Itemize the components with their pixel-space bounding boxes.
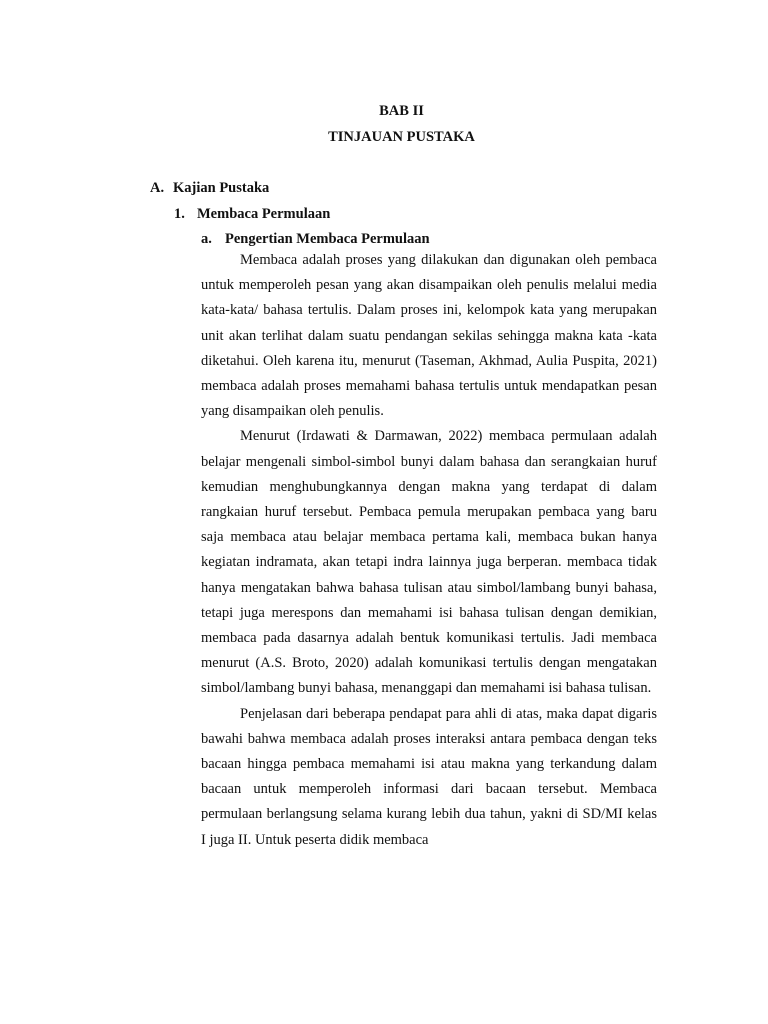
section-marker: A.: [150, 180, 165, 196]
section-heading: [150, 179, 269, 197]
subsection-marker: 1.: [174, 206, 185, 222]
paragraph: Membaca adalah proses yang dilakukan dan digunakan oleh pembaca untuk memperoleh pesan yang akan disampaikan oleh penulis melalui media kata-kata/ bahasa tertulis. Dalam proses ini, kelompok kata yang merupakan unit akan terlihat dalam suatu pendangan sekilas sehingga makna kata -kata diketahui. Oleh karena itu, menurut (Taseman, Akhmad, Aulia Puspita, 2021) membaca adalah proses memahami bahasa tertulis untuk mendapatkan pesan yang disampaikan oleh penulis.: [201, 252, 657, 420]
subsubsection-heading: [201, 230, 430, 248]
body-text: [201, 248, 657, 853]
paragraph: Penjelasan dari beberapa pendapat para ahli di atas, maka dapat digaris bawahi bahwa membaca adalah proses interaksi antara pembaca dengan teks bacaan hingga pembaca memahami isi atau makna yang terkandung dalam bacaan untuk memperoleh informasi dari bacaan tersebut. Membaca permulaan berlangsung selama kurang lebih dua tahun, yakni di SD/MI kelas I juga II. Untuk peserta didik membaca: [201, 705, 657, 848]
paragraph: Menurut (Irdawati & Darmawan, 2022) membaca permulaan adalah belajar mengenali simbol-simbol bunyi dalam bahasa dan serangkaian huruf kemudian menghubungkannya dengan makna yang terdapat di dalam rangkaian huruf tersebut. Pembaca pemula merupakan pembaca yang baru saja membaca atau belajar membaca pertama kali, membaca bukan hanya kegiatan indramata, akan tetapi indra lainnya juga berperan. membaca tidak hanya mengatakan bahwa bahasa tulisan atau simbol/lambang bunyi bahasa, tetapi juga merespons dan memahami isi bahasa tulisan dengan demikian, membaca pada dasarnya adalah bentuk komunikasi tertulis. Jadi membaca menurut (A.S. Broto, 2020) adalah komunikasi tertulis dengan mengatakan simbol/lambang bunyi bahasa, menanggapi dan memahami isi bahasa tulisan.: [201, 428, 657, 697]
section-title: Kajian Pustaka: [173, 180, 270, 196]
subsubsection-title: Pengertian Membaca Permulaan: [225, 231, 430, 247]
subsection-title: Membaca Permulaan: [197, 206, 331, 222]
subsubsection-marker: a.: [201, 231, 212, 247]
subsection-heading: [174, 205, 330, 223]
chapter-title: TINJAUAN PUSTAKA: [328, 129, 475, 145]
chapter-number: BAB II: [379, 103, 424, 119]
